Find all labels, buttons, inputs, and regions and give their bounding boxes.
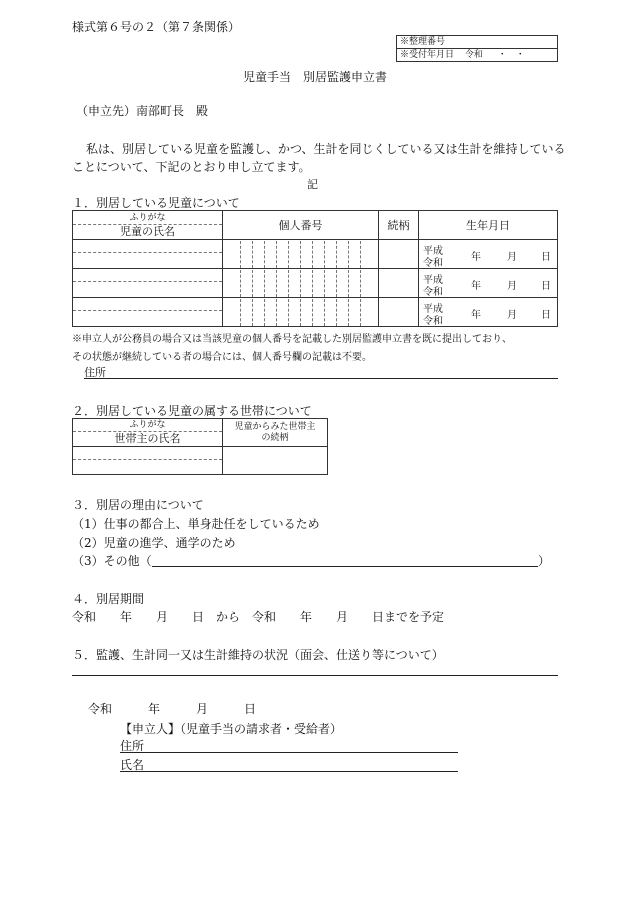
relation-header: 続柄: [379, 211, 419, 240]
addressee: （申立先）南部町長 殿: [76, 104, 209, 118]
section1-heading: １．別居している児童について: [72, 196, 240, 210]
householder-name-header: ふりがな 世帯主の氏名: [73, 419, 223, 447]
section2-heading: ２．別居している児童の属する世帯について: [72, 404, 312, 418]
child-name-cell[interactable]: [73, 269, 223, 298]
receipt-number-label: ※整理番号: [397, 36, 557, 49]
child-name-header: ふりがな 児童の氏名: [73, 211, 223, 240]
mynumber-cell[interactable]: [223, 298, 379, 327]
status-field[interactable]: [72, 662, 558, 676]
household-table: [72, 418, 328, 475]
intro-line-1: 私は、別居している児童を監護し、かつ、生計を同じくしている又は生計を維持している: [86, 142, 566, 156]
reason-3-close: ）: [538, 554, 551, 568]
mynumber-note-1: ※申立人が公務員の場合又は当該児童の個人番号を記載した別居監護申立書を既に提出しており、: [72, 334, 512, 345]
page-title: 児童手当 別居監護申立書: [243, 70, 388, 84]
householder-relation-header: 児童からみた世帯主 の続柄: [223, 419, 328, 447]
child-row: [73, 298, 558, 327]
child-row: [73, 240, 558, 269]
applicant-label: 【申立人】（児童手当の請求者・受給者）: [120, 722, 343, 736]
office-use-box: [396, 35, 558, 62]
section5-heading: ５．監護、生計同一又は生計維持の状況（面会、仕送り等について）: [72, 648, 444, 662]
section4-heading: ４．別居期間: [72, 592, 145, 606]
reason-1[interactable]: （1）仕事の都合上、単身赴任をしているため: [72, 517, 320, 531]
child-name-cell[interactable]: [73, 240, 223, 269]
relation-cell[interactable]: [379, 269, 419, 298]
child-address-field[interactable]: 住所: [84, 364, 558, 379]
applicant-address-field[interactable]: 住所: [120, 737, 458, 753]
reason-2[interactable]: （2）児童の進学、通学のため: [72, 536, 236, 550]
birthdate-cell[interactable]: 平成 令和 年 月 日: [419, 240, 558, 269]
ki-mark: 記: [307, 178, 318, 191]
other-reason-field[interactable]: [152, 552, 538, 567]
children-table: [72, 210, 558, 327]
relation-cell[interactable]: [379, 240, 419, 269]
householder-relation-cell[interactable]: [223, 447, 328, 475]
birthdate-cell[interactable]: 平成 令和 年 月 日: [419, 269, 558, 298]
receipt-date-label: ※受付年月日: [400, 50, 455, 60]
receipt-date-era: 令和: [464, 50, 483, 60]
mynumber-cell[interactable]: [223, 240, 379, 269]
section3-heading: ３．別居の理由について: [72, 498, 204, 512]
child-name-cell[interactable]: [73, 298, 223, 327]
form-number: 様式第６号の２（第７条関係）: [72, 20, 241, 34]
mynumber-cell[interactable]: [223, 269, 379, 298]
householder-name-cell[interactable]: [73, 447, 223, 475]
mynumber-note-2: その状態が継続している者の場合には、個人番号欄の記載は不要。: [72, 352, 372, 363]
birthdate-cell[interactable]: 平成 令和 年 月 日: [419, 298, 558, 327]
separation-period[interactable]: 令和 年 月 日 から 令和 年 月 日までを予定: [72, 610, 445, 624]
intro-line-2: ことについて、下記のとおり申し立てます。: [72, 160, 311, 174]
mynumber-header: 個人番号: [223, 211, 379, 240]
reason-3[interactable]: （3）その他（: [72, 554, 152, 568]
receipt-date-dots: ・ ・: [497, 50, 525, 60]
applicant-name-field[interactable]: 氏名: [120, 756, 458, 772]
relation-cell[interactable]: [379, 298, 419, 327]
birthdate-header: 生年月日: [419, 211, 558, 240]
submit-date[interactable]: 令和 年 月 日: [88, 702, 257, 716]
child-row: [73, 269, 558, 298]
